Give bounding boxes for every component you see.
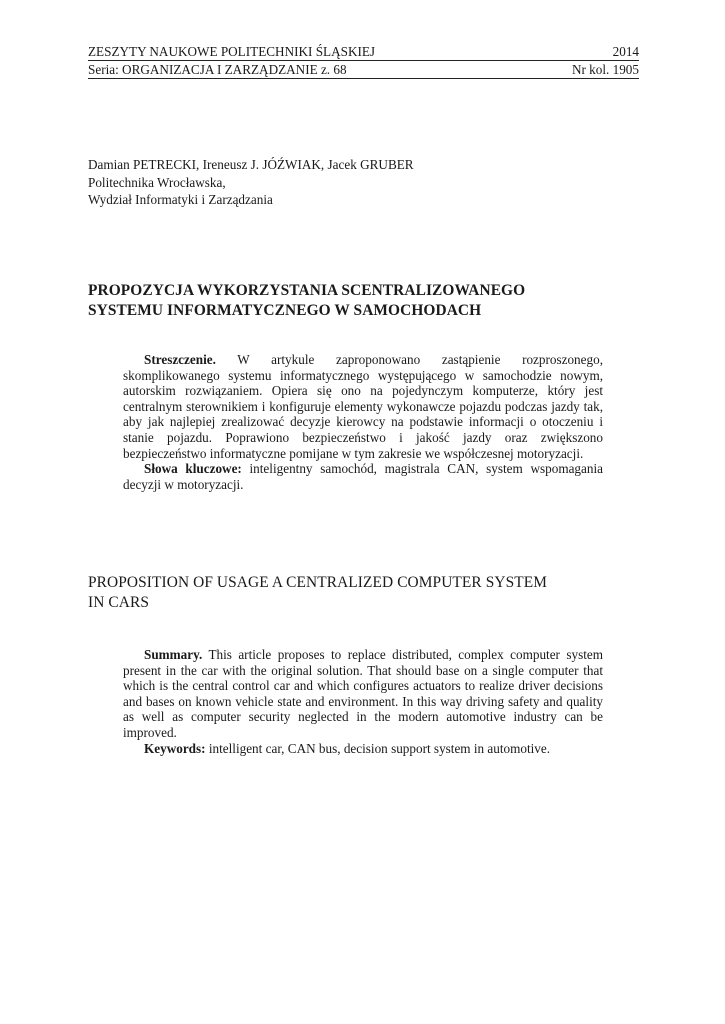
series-name: Seria: ORGANIZACJA I ZARZĄDZANIE z. 68 <box>88 62 347 77</box>
header-divider <box>88 78 639 79</box>
publication-year: 2014 <box>612 44 639 59</box>
summary-paragraph <box>123 647 603 741</box>
keywords-label: Słowa kluczowe: <box>144 461 242 477</box>
abstract-paragraph <box>123 352 603 461</box>
title-line: SYSTEMU INFORMATYCZNEGO W SAMOCHODACH <box>88 301 482 319</box>
summary-text: This article proposes to replace distributed, complex computer system present in the car with the original solution. That should base on a single computer that which is the central control car and which configures actuators to realize driver decisions and bases on known vehicle state and environment. In this way driving safety and quality as well as computer security neglected in the modern automotive industry can be improved. <box>123 647 604 740</box>
author-names: Damian PETRECKI, Ireneusz J. JÓŹWIAK, Jacek GRUBER <box>88 157 414 172</box>
abstract-text: W artykule zaproponowano zastąpienie rozproszonego, skomplikowanego systemu informatycznego występującego w samochodzie nowym, autorskim rozwiązaniem. Opiera się ono na pojedynczym komputerze, który jest centralnym sterownikiem i konfiguruje elementy wykonawcze pojazdu podczas jazdy tak, aby jak najlepiej zrealizować decyzje kierowcy na podstawie informacji o otoczeniu i stanie pojazdu. Poprawiono bezpieczeństwo i jakość jazdy oraz zwiększono bezpieczeństwo informatyczne pomijane w tym zakresie we współczesnej motoryzacji. <box>123 352 603 461</box>
paper-title-polish <box>88 281 648 320</box>
affiliation-university: Politechnika Wrocławska, <box>88 174 226 190</box>
volume-number: Nr kol. 1905 <box>571 62 639 77</box>
title-line: IN CARS <box>88 593 149 611</box>
title-line: PROPOSITION OF USAGE A CENTRALIZED COMPUTER SYSTEM <box>88 574 548 591</box>
keywords-text: intelligent car, CAN bus, decision support system in automotive. <box>208 740 551 756</box>
header-divider <box>88 60 639 61</box>
title-line: PROPOZYCJA WYKORZYSTANIA SCENTRALIZOWANEGO <box>88 282 526 299</box>
author-block <box>88 156 414 209</box>
abstract-label: Streszczenie. <box>144 352 216 367</box>
affiliation-faculty: Wydział Informatyki i Zarządzania <box>88 192 273 207</box>
keywords-label: Keywords: <box>144 740 206 756</box>
keywords-paragraph <box>123 741 603 757</box>
keywords-text: inteligentny samochód, magistrala CAN, system wspomagania decyzji w motoryzacji. <box>123 461 603 492</box>
abstract-english <box>123 647 603 756</box>
journal-name: ZESZYTY NAUKOWE POLITECHNIKI ŚLĄSKIEJ <box>88 44 376 59</box>
running-header-series <box>88 62 639 78</box>
keywords-paragraph <box>123 461 603 492</box>
paper-title-english <box>88 573 628 612</box>
abstract-polish <box>123 352 603 492</box>
summary-label: Summary. <box>144 647 203 662</box>
running-header-top <box>88 44 639 60</box>
